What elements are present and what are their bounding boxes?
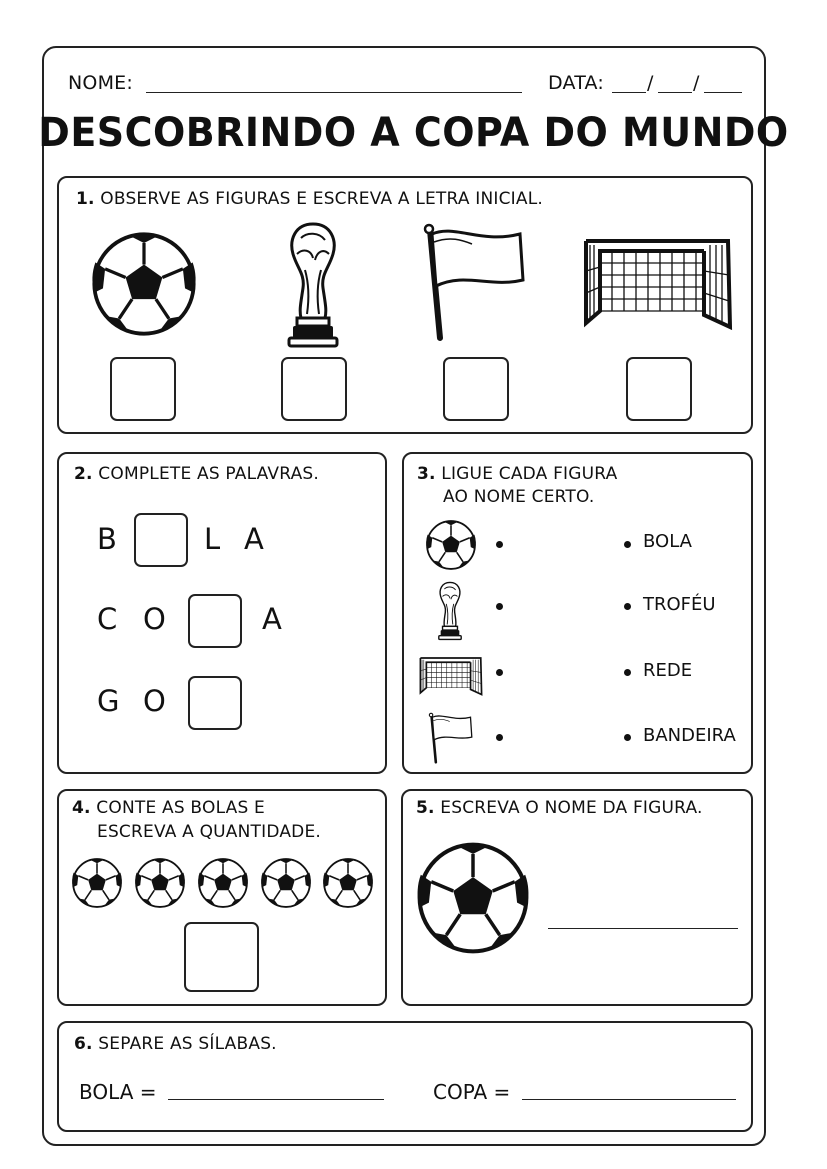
letter: O xyxy=(143,684,166,718)
goal-net-icon xyxy=(578,228,738,334)
soccer-ball-icon xyxy=(425,519,477,571)
missing-letter-box[interactable] xyxy=(188,594,242,648)
soccer-ball-icon xyxy=(197,857,249,909)
missing-letter-box[interactable] xyxy=(134,513,188,567)
date-year-line[interactable] xyxy=(704,92,742,93)
section-4-instruction-line2: ESCREVA A QUANTIDADE. xyxy=(97,822,321,842)
soccer-ball-icon xyxy=(415,840,531,956)
section-6-instruction: 6. SEPARE AS SÍLABAS. xyxy=(74,1034,277,1054)
match-word: TROFÉU xyxy=(643,594,716,615)
date-day-line[interactable] xyxy=(612,92,646,93)
soccer-ball-icon xyxy=(90,230,198,338)
count-answer-box[interactable] xyxy=(184,922,259,992)
soccer-ball-icon xyxy=(260,857,312,909)
match-dot-word[interactable] xyxy=(624,541,631,548)
section-5-instruction: 5. ESCREVA O NOME DA FIGURA. xyxy=(416,798,703,818)
match-dot-word[interactable] xyxy=(624,734,631,741)
match-dot-figure[interactable] xyxy=(496,669,503,676)
soccer-ball-icon xyxy=(71,857,123,909)
letter: L xyxy=(204,522,221,556)
syllable-item-bola: BOLA = xyxy=(79,1080,157,1104)
letter: B xyxy=(97,522,117,556)
date-month-line[interactable] xyxy=(658,92,692,93)
date-separator: / xyxy=(647,72,654,94)
match-dot-word[interactable] xyxy=(624,669,631,676)
letter: O xyxy=(143,602,166,636)
name-label: NOME: xyxy=(68,72,133,94)
soccer-ball-icon xyxy=(134,857,186,909)
trophy-icon xyxy=(283,218,343,348)
syllable-answer-line-copa[interactable] xyxy=(522,1099,736,1100)
syllable-answer-line-bola[interactable] xyxy=(168,1099,384,1100)
section-1-instruction: 1. OBSERVE AS FIGURAS E ESCREVA A LETRA INICIAL. xyxy=(76,189,544,209)
section-4-instruction: 4. CONTE AS BOLAS E xyxy=(72,798,265,818)
missing-letter-box[interactable] xyxy=(188,676,242,730)
match-word: BOLA xyxy=(643,531,692,552)
answer-box-ball[interactable] xyxy=(110,357,176,421)
name-input-line[interactable] xyxy=(146,92,522,93)
match-dot-figure[interactable] xyxy=(496,541,503,548)
answer-box-goal[interactable] xyxy=(626,357,692,421)
match-word: REDE xyxy=(643,660,693,681)
letter: C xyxy=(97,602,118,636)
flag-icon xyxy=(427,712,475,764)
trophy-icon xyxy=(436,579,464,641)
page-title: DESCOBRINDO A COPA DO MUNDO xyxy=(38,110,789,156)
answer-box-trophy[interactable] xyxy=(281,357,347,421)
soccer-ball-icon xyxy=(322,857,374,909)
date-separator: / xyxy=(693,72,700,94)
answer-box-flag[interactable] xyxy=(443,357,509,421)
section-3-instruction: 3. LIGUE CADA FIGURA xyxy=(417,464,618,484)
section-2-instruction: 2. COMPLETE AS PALAVRAS. xyxy=(74,464,320,484)
date-label: DATA: xyxy=(548,72,605,94)
letter: A xyxy=(244,522,264,556)
section-3-instruction-line2: AO NOME CERTO. xyxy=(443,487,595,507)
match-dot-figure[interactable] xyxy=(496,734,503,741)
match-dot-word[interactable] xyxy=(624,603,631,610)
letter: G xyxy=(97,684,120,718)
figure-name-line[interactable] xyxy=(548,928,738,929)
match-dot-figure[interactable] xyxy=(496,603,503,610)
match-word: BANDEIRA xyxy=(643,725,736,746)
syllable-item-copa: COPA = xyxy=(433,1080,511,1104)
goal-net-icon xyxy=(417,653,485,697)
flag-icon xyxy=(420,222,530,342)
letter: A xyxy=(262,602,282,636)
